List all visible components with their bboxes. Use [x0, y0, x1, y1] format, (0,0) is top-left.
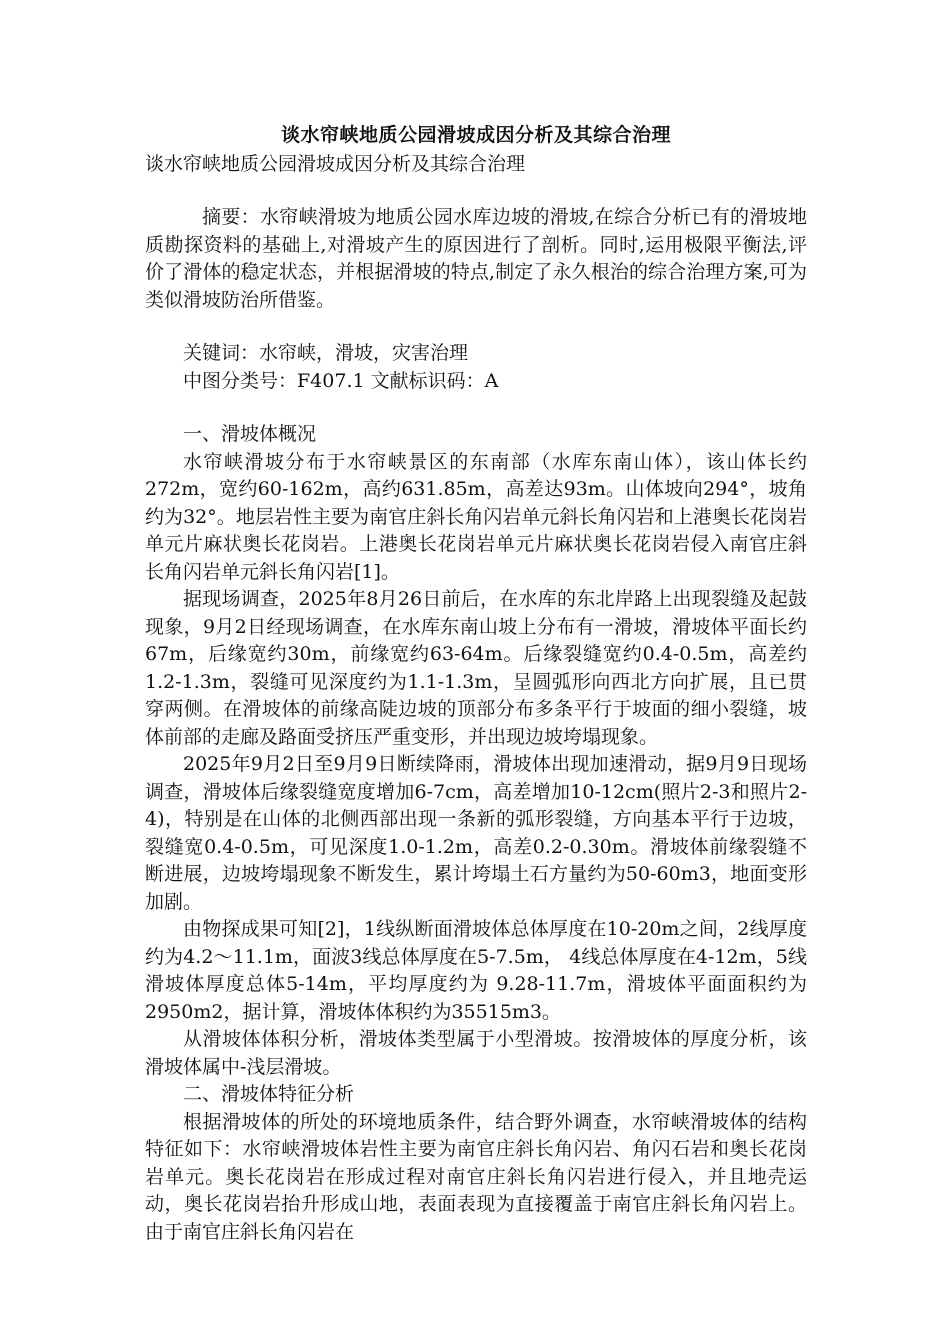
abstract-paragraph: 摘要：水帘峡滑坡为地质公园水库边坡的滑坡,在综合分析已有的滑坡地质勘探资料的基础上,对滑坡产生的原因进行了剖析。同时,运用极限平衡法,评价了滑体的稳定状态，并根据滑坡的特点,制定了永久根治的综合治理方案,可为类似滑坡防治所借鉴。: [145, 206, 807, 311]
section-heading-features: 二、滑坡体特征分析: [183, 1083, 355, 1105]
body-paragraph: 据现场调查，2025年8月26日前后，在水库的东北岸路上出现裂缝及起鼓现象，9月2日经现场调查，在水库东南山坡上分布有一滑坡，滑坡体平面长约67m，后缘宽约30m，前缘宽约63-64m。后缘裂缝宽约0.4-0.5m，高差约1.2-1.3m，裂缝可见深度约为1.1-1.3m，呈圆弧形向西北方向扩展，且已贯穿两侧。在滑坡体的前缘高陡边坡的顶部分布多条平行于坡面的细小裂缝，坡体前部的走廊及路面受挤压严重变形，并出现边坡垮塌现象。: [145, 588, 807, 748]
document-subtitle: 谈水帘峡地质公园滑坡成因分析及其综合治理: [145, 153, 526, 175]
section-heading-overview: 一、滑坡体概况: [183, 423, 317, 445]
body-paragraph: 水帘峡滑坡分布于水帘峡景区的东南部（水库东南山体），该山体长约272m，宽约60-162m，高约631.85m，高差达93m。山体坡向294°，坡角约为32°。地层岩性主要为南官庄斜长角闪岩单元斜长角闪岩和上港奥长花岗岩单元片麻状奥长花岗岩。上港奥长花岗岩单元片麻状奥长花岗岩侵入南官庄斜长角闪岩单元斜长角闪岩[1]。: [145, 450, 807, 583]
body-paragraph: 根据滑坡体的所处的环境地质条件，结合野外调查，水帘峡滑坡体的结构特征如下：水帘峡滑坡体岩性主要为南官庄斜长角闪岩、角闪石岩和奥长花岗岩单元。奥长花岗岩在形成过程对南官庄斜长角闪岩进行侵入，并且地壳运动，奥长花岗岩抬升形成山地，表面表现为直接覆盖于南官庄斜长角闪岩上。由于南官庄斜长角闪岩在: [145, 1110, 807, 1243]
body-paragraph: 2025年9月2日至9月9日断续降雨，滑坡体出现加速滑动，据9月9日现场调查，滑坡体后缘裂缝宽度增加6-7cm，高差增加10-12cm(照片2-3和照片2-4)，特别是在山体的北侧西部出现一条新的弧形裂缝，方向基本平行于边坡，裂缝宽0.4-0.5m，可见深度1.0-1.2m，高差0.2-0.30m。滑坡体前缘裂缝不断进展，边坡垮塌现象不断发生，累计垮塌土石方量约为50-60m3，地面变形加剧。: [145, 753, 807, 913]
classification-line: 中图分类号：F407.1 文献标识码：A: [183, 369, 499, 392]
body-paragraph: 从滑坡体体积分析，滑坡体类型属于小型滑坡。按滑坡体的厚度分析，该滑坡体属中-浅层滑坡。: [145, 1028, 807, 1078]
document-page: [145, 120, 807, 1246]
body-paragraph: 由物探成果可知[2]，1线纵断面滑坡体总体厚度在10-20m之间，2线厚度约为4.2～11.1m，面波3线总体厚度在5-7.5m， 4线总体厚度在4-12m，5线滑坡体厚度总体5-14m，平均厚度约为 9.28-11.7m，滑坡体平面面积约为2950m2，据计算，滑坡体体积约为35515m3。: [145, 918, 807, 1023]
document-title: 谈水帘峡地质公园滑坡成因分析及其综合治理: [280, 124, 671, 146]
keywords-line: 关键词：水帘峡，滑坡，灾害治理: [183, 342, 469, 364]
